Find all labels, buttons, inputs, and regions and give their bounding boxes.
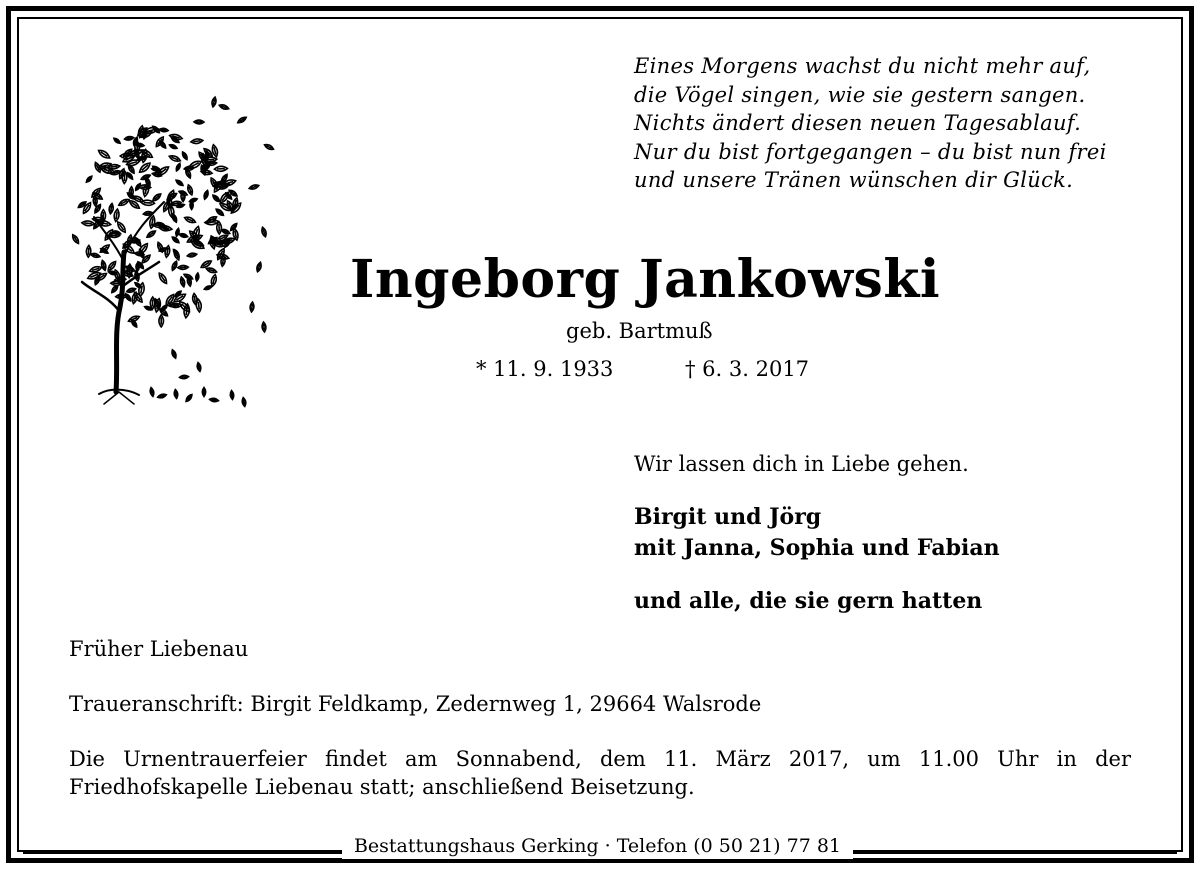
farewell-text: Wir lassen dich in Liebe gehen. [634,452,969,476]
poem-line: die Vögel singen, wie sie gestern sangen. [634,82,1086,107]
family-names [634,502,1000,564]
mourning-address: Traueranschrift: Birgit Feldkamp, Zedernweg 1, 29664 Walsrode [69,692,762,716]
poem-line: Nur du bist fortgegangen – du bist nun frei [634,139,1107,164]
family-others: und alle, die sie gern hatten [634,588,983,614]
windblown-tree-icon [64,92,284,422]
deceased-name: Ingeborg Jankowski [350,249,941,310]
family-line-2: mit Janna, Sophia und Fabian [634,535,1000,561]
poem-line: Nichts ändert diesen neuen Tagesablauf. [634,111,1082,135]
family-line-1: Birgit und Jörg [634,504,822,530]
birth-date: * 11. 9. 1933 [476,357,614,381]
poem-line: und unsere Tränen wünschen dir Glück. [634,168,1074,192]
service-notice: Die Urnentrauerfeier findet am Sonnabend, dem 11. März 2017, um 11.00 Uhr in der Friedhofskapelle Liebenau statt; anschließend Beisetzung. [69,747,1131,799]
birth-name: geb. Bartmuß [566,319,713,343]
former-residence: Früher Liebenau [69,637,249,661]
footer-rule-left [23,851,342,854]
footer-rule-right [853,851,1177,854]
death-date: † 6. 3. 2017 [685,357,810,381]
poem [634,52,1164,195]
poem-line: Eines Morgens wachst du nicht mehr auf, [634,54,1091,78]
funeral-home-footer: Bestattungshaus Gerking · Telefon (0 50 21) 77 81 [342,833,853,859]
